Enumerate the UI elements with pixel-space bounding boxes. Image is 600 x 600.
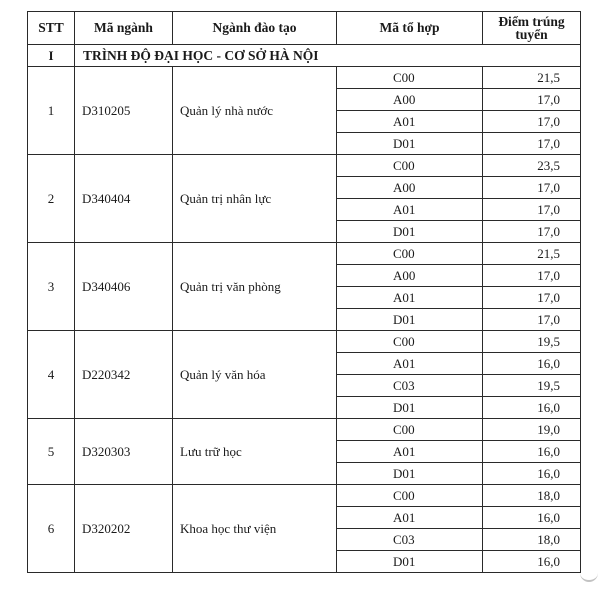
admission-score: 18,0 — [483, 485, 581, 507]
admission-score: 16,0 — [483, 397, 581, 419]
major-code: D310205 — [75, 67, 173, 155]
combo-code: C00 — [337, 155, 483, 177]
admission-score: 16,0 — [483, 507, 581, 529]
major-stt: 5 — [28, 419, 75, 485]
header-major-name: Ngành đào tạo — [173, 12, 337, 45]
admission-score: 17,0 — [483, 133, 581, 155]
combo-code: D01 — [337, 397, 483, 419]
major-code: D320303 — [75, 419, 173, 485]
admission-score: 17,0 — [483, 309, 581, 331]
header-major-code: Mã ngành — [75, 12, 173, 45]
table-row — [28, 331, 581, 353]
section-title: TRÌNH ĐỘ ĐẠI HỌC - CƠ SỞ HÀ NỘI — [75, 45, 581, 67]
combo-code: A01 — [337, 507, 483, 529]
major-stt: 1 — [28, 67, 75, 155]
table-row — [28, 243, 581, 265]
admission-score: 17,0 — [483, 221, 581, 243]
combo-code: D01 — [337, 309, 483, 331]
admission-score: 17,0 — [483, 111, 581, 133]
combo-code: C03 — [337, 529, 483, 551]
major-code: D320202 — [75, 485, 173, 573]
table-row — [28, 155, 581, 177]
admission-score: 17,0 — [483, 265, 581, 287]
admission-score: 21,5 — [483, 67, 581, 89]
major-name: Quản lý văn hóa — [173, 331, 337, 419]
admission-score: 16,0 — [483, 353, 581, 375]
table-row — [28, 485, 581, 507]
combo-code: A00 — [337, 89, 483, 111]
combo-code: C03 — [337, 375, 483, 397]
major-name: Khoa học thư viện — [173, 485, 337, 573]
combo-code: A01 — [337, 287, 483, 309]
table-row — [28, 419, 581, 441]
combo-code: D01 — [337, 551, 483, 573]
section-number: I — [28, 45, 75, 67]
section-row — [28, 45, 581, 67]
header-score: Điểm trúng tuyển — [483, 12, 581, 45]
combo-code: D01 — [337, 221, 483, 243]
major-code: D220342 — [75, 331, 173, 419]
major-name: Lưu trữ học — [173, 419, 337, 485]
major-stt: 4 — [28, 331, 75, 419]
combo-code: A00 — [337, 265, 483, 287]
major-code: D340404 — [75, 155, 173, 243]
combo-code: C00 — [337, 331, 483, 353]
admission-score: 21,5 — [483, 243, 581, 265]
major-name: Quản lý nhà nước — [173, 67, 337, 155]
table-row — [28, 67, 581, 89]
major-stt: 2 — [28, 155, 75, 243]
pen-mark — [580, 570, 598, 582]
combo-code: A00 — [337, 177, 483, 199]
admission-score: 16,0 — [483, 463, 581, 485]
combo-code: D01 — [337, 463, 483, 485]
major-stt: 3 — [28, 243, 75, 331]
combo-code: A01 — [337, 353, 483, 375]
admission-score: 19,5 — [483, 331, 581, 353]
admission-score: 17,0 — [483, 199, 581, 221]
admission-score: 16,0 — [483, 441, 581, 463]
major-stt: 6 — [28, 485, 75, 573]
major-name: Quản trị văn phòng — [173, 243, 337, 331]
admission-score: 17,0 — [483, 287, 581, 309]
table-body — [28, 45, 581, 573]
combo-code: C00 — [337, 485, 483, 507]
admission-scores-table — [27, 11, 581, 573]
admission-score: 18,0 — [483, 529, 581, 551]
combo-code: C00 — [337, 419, 483, 441]
header-stt: STT — [28, 12, 75, 45]
admission-score: 17,0 — [483, 177, 581, 199]
major-code: D340406 — [75, 243, 173, 331]
header-combo-code: Mã tổ hợp — [337, 12, 483, 45]
major-name: Quản trị nhân lực — [173, 155, 337, 243]
combo-code: C00 — [337, 243, 483, 265]
combo-code: D01 — [337, 133, 483, 155]
combo-code: C00 — [337, 67, 483, 89]
admission-score: 17,0 — [483, 89, 581, 111]
admission-score: 19,5 — [483, 375, 581, 397]
header-row — [28, 12, 581, 45]
combo-code: A01 — [337, 199, 483, 221]
admission-score: 19,0 — [483, 419, 581, 441]
combo-code: A01 — [337, 441, 483, 463]
admission-score: 23,5 — [483, 155, 581, 177]
admission-score: 16,0 — [483, 551, 581, 573]
combo-code: A01 — [337, 111, 483, 133]
